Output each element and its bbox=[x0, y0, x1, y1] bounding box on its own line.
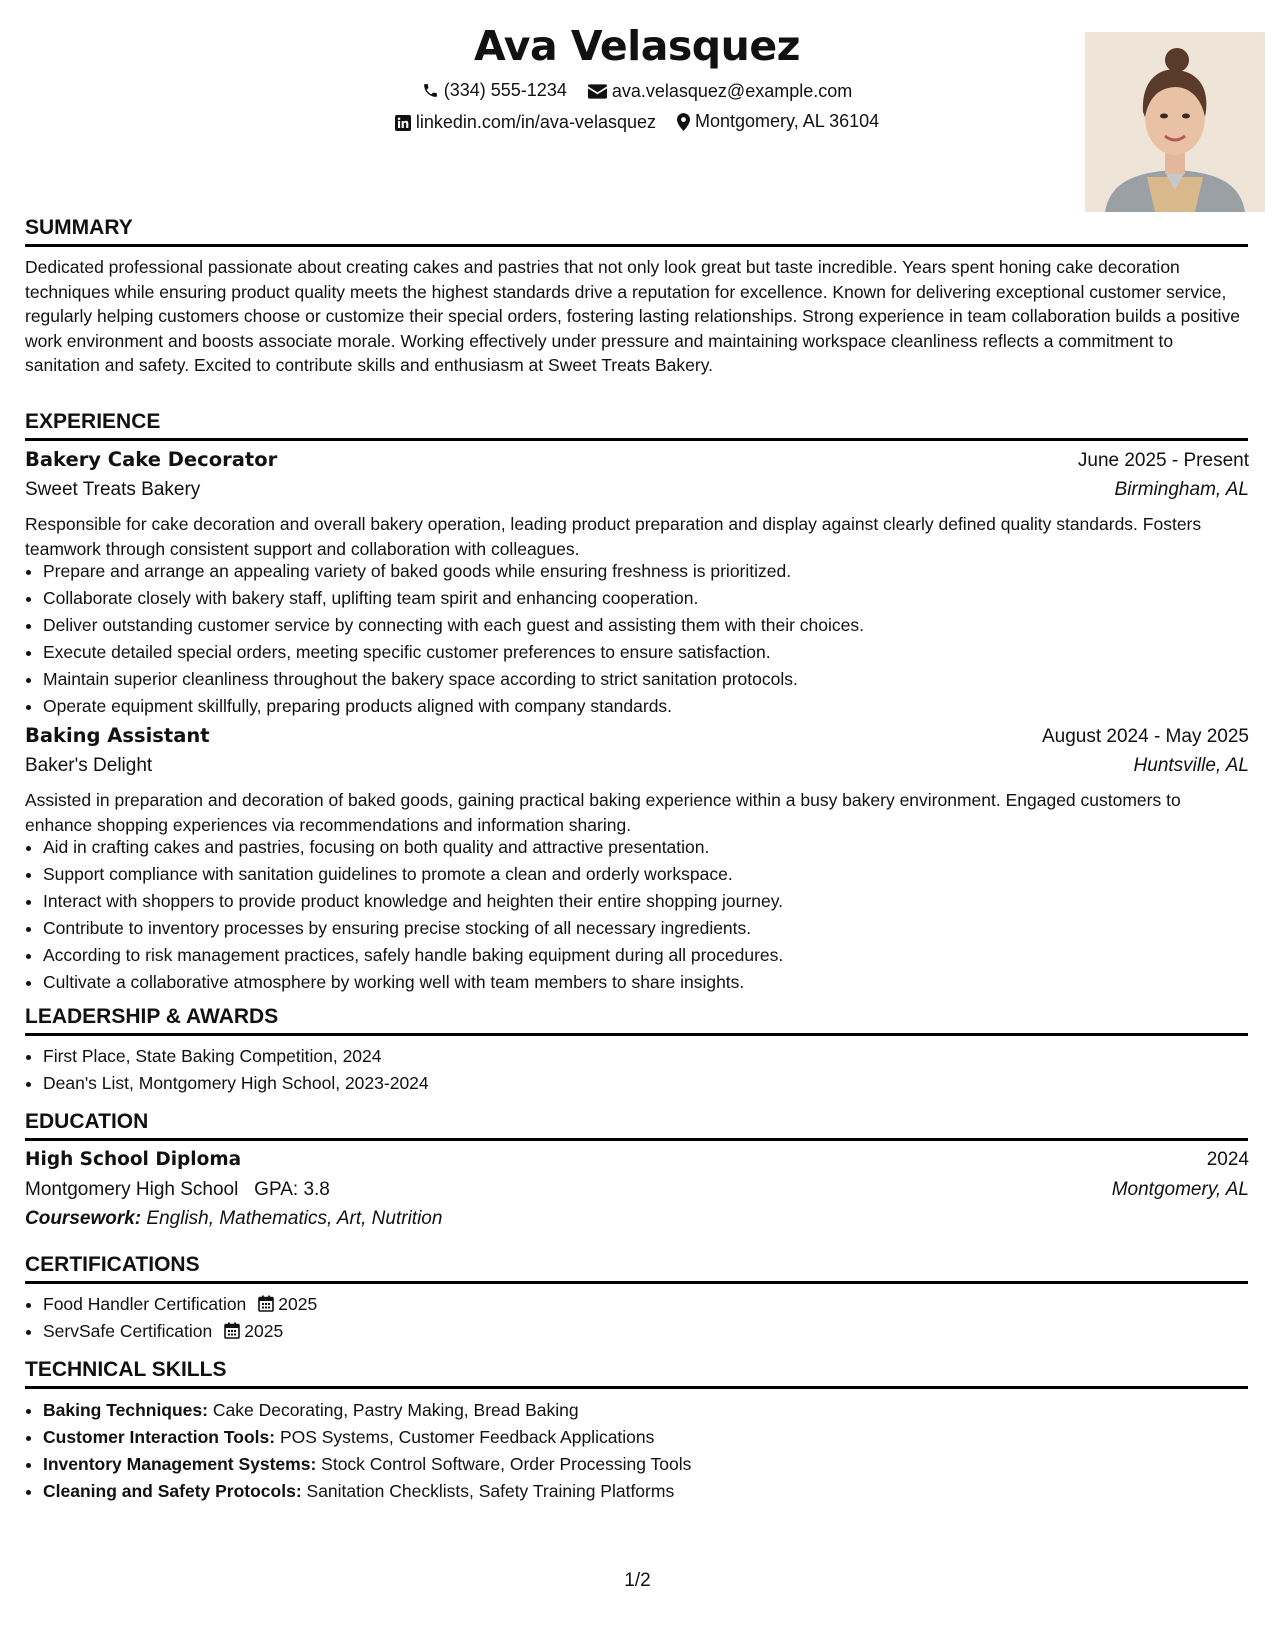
list-item bbox=[43, 1424, 1243, 1451]
list-item: • Dean's List, Montgomery High School, 2023-2024 bbox=[43, 1070, 1243, 1097]
skills-heading: TECHNICAL SKILLS bbox=[25, 1358, 1248, 1389]
list-item: • Maintain superior cleanliness throughout the bakery space according to strict sanitation protocols. bbox=[43, 666, 1243, 693]
certification-name: ServSafe Certification bbox=[43, 1321, 213, 1341]
list-item: • First Place, State Baking Competition, 2024 bbox=[43, 1043, 1243, 1070]
job-description: Assisted in preparation and decoration of baked goods, gaining practical baking experience within a busy bakery environment. Engaged customers to enhance shopping experiences via recommendations and information sharing. bbox=[25, 790, 1181, 835]
skill-value: Sanitation Checklists, Safety Training Platforms bbox=[306, 1481, 675, 1501]
summary-text: Dedicated professional passionate about creating cakes and pastries that not only look great but taste incredible. Years spent honing cake decoration techniques while ensuring product quality meets the highest standards drive a reputation for excellence. Known for delivering exceptional customer service, regularly helping customers choose or customize their special orders, fostering lasting relationships. Strong experience in team collaboration builds a positive work environment and boosts associate morale. Working effectively under pressure and maintaining workspace cleanliness reflects a commitment to sanitation and safety. Excited to contribute skills and enthusiasm at Sweet Treats Bakery. bbox=[25, 257, 1240, 375]
summary-heading: SUMMARY bbox=[25, 216, 1248, 247]
linkedin-contact[interactable] bbox=[395, 112, 656, 133]
job-dates: June 2025 - Present bbox=[1077, 450, 1249, 471]
coursework-line bbox=[25, 1208, 442, 1230]
envelope-icon bbox=[588, 84, 607, 99]
list-item: • Deliver outstanding customer service by connecting with each guest and assisting them with their choices. bbox=[43, 612, 1243, 639]
list-item bbox=[43, 1291, 1243, 1318]
profile-photo bbox=[1085, 32, 1265, 212]
job-company: Sweet Treats Bakery bbox=[25, 479, 201, 500]
email-text: ava.velasquez@example.com bbox=[611, 81, 853, 101]
education-year: 2024 bbox=[1206, 1149, 1249, 1170]
location-contact bbox=[677, 111, 879, 132]
list-item bbox=[43, 1397, 1243, 1424]
list-item: • Prepare and arrange an appealing variety of baked goods while ensuring freshness is prioritized. bbox=[43, 558, 1243, 585]
contact-row-2 bbox=[25, 111, 1249, 136]
coursework-label: Coursework: bbox=[25, 1208, 142, 1229]
job-description: Responsible for cake decoration and overall bakery operation, leading product preparation and display against clearly defined quality standards. Fosters teamwork through consistent support and collaboration with colleagues. bbox=[25, 514, 1202, 559]
skill-value: Cake Decorating, Pastry Making, Bread Baking bbox=[212, 1400, 579, 1420]
certification-name: Food Handler Certification bbox=[43, 1294, 247, 1314]
list-item bbox=[43, 1451, 1243, 1478]
certification-year: 2025 bbox=[278, 1294, 318, 1314]
job-location: Huntsville, AL bbox=[1133, 755, 1249, 776]
list-item: • Cultivate a collaborative atmosphere by working well with team members to share insights. bbox=[43, 969, 1243, 996]
job-dates: August 2024 - May 2025 bbox=[1041, 726, 1249, 747]
skill-label: Customer Interaction Tools: bbox=[43, 1427, 276, 1447]
list-item: • Interact with shoppers to provide product knowledge and heighten their entire shopping journey. bbox=[43, 888, 1243, 915]
list-item: • Aid in crafting cakes and pastries, focusing on both quality and attractive presentation. bbox=[43, 834, 1243, 861]
job-location: Birmingham, AL bbox=[1114, 479, 1249, 500]
skills-list bbox=[25, 1397, 1243, 1505]
candidate-name: Ava Velasquez bbox=[473, 22, 801, 70]
calendar-icon bbox=[224, 1322, 240, 1339]
job-company: Baker's Delight bbox=[25, 755, 153, 776]
certifications-list bbox=[25, 1291, 1243, 1345]
education-heading: EDUCATION bbox=[25, 1110, 1248, 1141]
skill-value: POS Systems, Customer Feedback Applications bbox=[279, 1427, 655, 1447]
certifications-heading: CERTIFICATIONS bbox=[25, 1253, 1248, 1284]
phone-contact bbox=[422, 80, 567, 101]
job-role: Baking Assistant bbox=[25, 724, 210, 747]
skill-label: Inventory Management Systems: bbox=[43, 1454, 317, 1474]
map-pin-icon bbox=[677, 113, 690, 131]
gpa: GPA: 3.8 bbox=[254, 1179, 330, 1200]
leadership-heading: LEADERSHIP & AWARDS bbox=[25, 1005, 1248, 1036]
page-number: 1/2 bbox=[624, 1570, 651, 1591]
email-contact[interactable] bbox=[588, 81, 852, 102]
leadership-list bbox=[25, 1043, 1243, 1097]
skill-label: Cleaning and Safety Protocols: bbox=[43, 1481, 302, 1501]
skill-value: Stock Control Software, Order Processing Tools bbox=[321, 1454, 692, 1474]
skill-label: Baking Techniques: bbox=[43, 1400, 208, 1420]
school-location: Montgomery, AL bbox=[1111, 1179, 1249, 1200]
calendar-icon bbox=[258, 1295, 274, 1312]
phone-icon bbox=[422, 82, 439, 99]
list-item: • Operate equipment skillfully, preparing products aligned with company standards. bbox=[43, 693, 1243, 720]
experience-heading: EXPERIENCE bbox=[25, 410, 1248, 441]
job-role: Bakery Cake Decorator bbox=[25, 448, 278, 471]
linkedin-icon bbox=[395, 115, 411, 131]
contact-row-1 bbox=[25, 80, 1249, 104]
list-item: • Support compliance with sanitation guidelines to promote a clean and orderly workspace. bbox=[43, 861, 1243, 888]
list-item: • Execute detailed special orders, meeting specific customer preferences to ensure satisfaction. bbox=[43, 639, 1243, 666]
coursework-text: English, Mathematics, Art, Nutrition bbox=[146, 1208, 443, 1229]
location-text: Montgomery, AL 36104 bbox=[695, 111, 880, 131]
list-item bbox=[43, 1478, 1243, 1505]
list-item: • Contribute to inventory processes by ensuring precise stocking of all necessary ingredients. bbox=[43, 915, 1243, 942]
list-item: • Collaborate closely with bakery staff, uplifting team spirit and enhancing cooperation. bbox=[43, 585, 1243, 612]
school-line bbox=[25, 1179, 330, 1201]
list-item bbox=[43, 1318, 1243, 1345]
school-name: Montgomery High School bbox=[25, 1179, 239, 1200]
job-bullets bbox=[25, 558, 1243, 720]
degree-title: High School Diploma bbox=[25, 1149, 242, 1170]
list-item: • According to risk management practices, safely handle baking equipment during all procedures. bbox=[43, 942, 1243, 969]
phone-text: (334) 555-1234 bbox=[443, 80, 567, 100]
job-bullets bbox=[25, 834, 1243, 996]
certification-year: 2025 bbox=[244, 1321, 284, 1341]
linkedin-text: linkedin.com/in/ava-velasquez bbox=[415, 112, 656, 132]
